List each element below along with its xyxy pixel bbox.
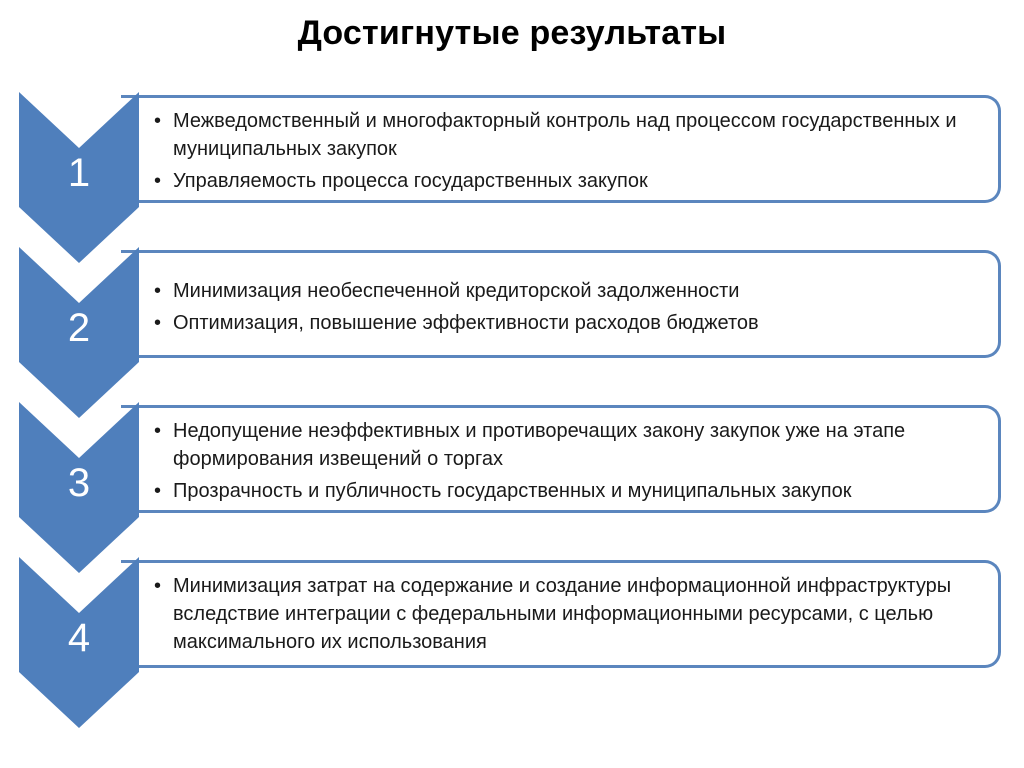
step-4-chevron xyxy=(19,557,139,728)
step-1-bullet-1: • Межведомственный и многофакторный контроль над процессом государственных и муниципальных закупок xyxy=(154,107,988,163)
bullet-icon: • xyxy=(154,110,162,132)
step-2-bullet-1: • Минимизация необеспеченной кредиторской задолженности xyxy=(154,277,988,305)
step-3-bullet-1: • Недопущение неэффективных и противоречащих закону закупок уже на этапе формирования извещений о торгах xyxy=(154,417,988,473)
step-3-number: 3 xyxy=(67,461,91,505)
step-4-bullet-1: • Минимизация затрат на содержание и создание информационной инфраструктуры вследствие интеграции с федеральными информационными ресурсами, с целью максимального их использования xyxy=(154,572,988,656)
bullet-icon: • xyxy=(154,575,162,597)
bullet-icon: • xyxy=(154,480,162,502)
step-1-number: 1 xyxy=(67,151,91,195)
step-3-bullet-2: • Прозрачность и публичность государственных и муниципальных закупок xyxy=(154,477,988,505)
slide-title: Достигнутые результаты xyxy=(297,14,727,52)
bullet-icon: • xyxy=(154,170,162,192)
bullet-icon: • xyxy=(154,280,162,302)
step-3-chevron xyxy=(19,402,139,573)
step-1-bullet-list xyxy=(154,107,988,199)
step-3-bullet-list xyxy=(154,417,988,509)
step-2-bullet-list xyxy=(154,277,988,341)
step-3-card xyxy=(121,405,1001,513)
step-2-number: 2 xyxy=(67,306,91,350)
step-2-bullet-2: • Оптимизация, повышение эффективности расходов бюджетов xyxy=(154,309,988,337)
step-4-card xyxy=(121,560,1001,668)
bullet-icon: • xyxy=(154,420,162,442)
step-4-number: 4 xyxy=(67,616,91,660)
step-1-card xyxy=(121,95,1001,203)
step-2-chevron xyxy=(19,247,139,418)
step-1-chevron xyxy=(19,92,139,263)
bullet-icon: • xyxy=(154,312,162,334)
step-4-bullet-list xyxy=(154,572,988,660)
step-2-card xyxy=(121,250,1001,358)
step-1-bullet-2: • Управляемость процесса государственных закупок xyxy=(154,167,988,195)
